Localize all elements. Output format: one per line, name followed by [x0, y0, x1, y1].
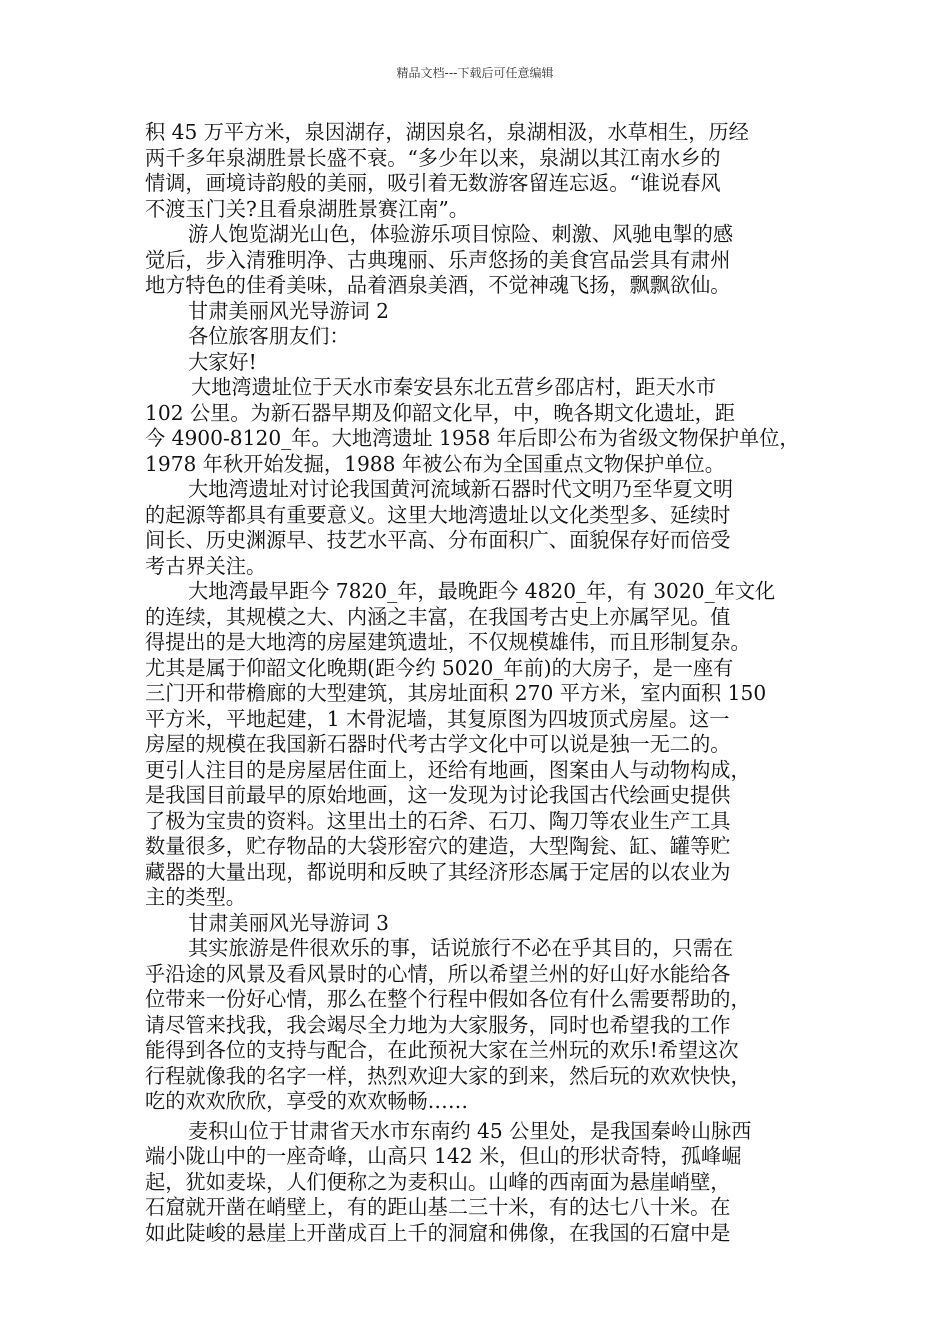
- text-line: 大地湾最早距今 7820_年，最晚距今 4820_年，有 3020_年文化: [188, 579, 776, 603]
- text-line: 端小陇山中的一座奇峰，山高只 142 米，但山的形状奇特，孤峰崛: [145, 1144, 742, 1168]
- text-line: 起，犹如麦垛，人们便称之为麦积山。山峰的西南面为悬崖峭壁，: [145, 1169, 731, 1194]
- text-line: 更引人注目的是房屋居住面上，还给有地画，图案由人与动物构成，: [145, 757, 751, 782]
- text-line: 地方特色的佳肴美味，品着酒泉美酒，不觉神魂飞扬，飘飘欲仙。: [145, 273, 731, 297]
- text-line: 主的类型。: [145, 885, 246, 909]
- text-line: 大地湾遗址位于天水市秦安县东北五营乡邵店村，距天水市: [191, 375, 716, 399]
- text-line: 102 公里。为新石器早期及仰韶文化早，中，晚各期文化遗址，距: [145, 400, 736, 425]
- text-line: 藏器的大量出现，都说明和反映了其经济形态属于定居的以农业为: [145, 859, 731, 884]
- text-line: 大地湾遗址对讨论我国黄河流域新石器时代文明乃至华夏文明: [188, 477, 734, 501]
- text-line: 位带来一份好心情，那么在整个行程中假如各位有什么需要帮助的，: [145, 987, 751, 1011]
- document-body: [145, 120, 815, 1246]
- text-line: 的起源等都具有重要意义。这里大地湾遗址以文化类型多、延续时: [145, 502, 731, 527]
- text-line: 今 4900-8120_年。大地湾遗址 1958 年后即公布为省级文物保护单位，: [145, 426, 800, 450]
- text-line: 房屋的规模在我国新石器时代考古学文化中可以说是独一无二的。: [145, 732, 731, 756]
- text-line: 两千多年泉湖胜景长盛不衰。“多少年以来，泉湖以其江南水乡的: [145, 145, 721, 170]
- text-line: 数量很多，贮存物品的大袋形窑穴的建造，大型陶瓮、缸、罐等贮: [145, 834, 731, 858]
- page-header: 精品文档---下载后可任意编辑: [396, 66, 554, 80]
- text-line: 间长、历史渊源早、技艺水平高、分布面积广、面貌保存好而倍受: [145, 528, 731, 552]
- text-line: 大家好!: [188, 349, 257, 374]
- section-title: 甘肃美丽风光导游词 2: [188, 298, 389, 323]
- text-line: 吃的欢欢欣欣，享受的欢欢畅畅……: [145, 1089, 469, 1113]
- text-line: 了极为宝贵的资料。这里出土的石斧、石刀、陶刀等农业生产工具: [145, 808, 731, 833]
- text-line: 三门开和带檐廊的大型建筑，其房址面积 270 平方米，室内面积 150: [145, 681, 767, 705]
- text-line: 得提出的是大地湾的房屋建筑遗址，不仅规模雄伟，而且形制复杂。: [145, 630, 751, 654]
- text-line: 能得到各位的支持与配合，在此预祝大家在兰州玩的欢乐!希望这次: [145, 1038, 739, 1062]
- text-line: 行程就像我的名字一样，热烈欢迎大家的到来，然后玩的欢欢快快，: [145, 1063, 751, 1088]
- text-line: 的连续，其规模之大、内涵之丰富，在我国考古史上亦属罕见。值: [145, 604, 731, 629]
- text-line: 觉后，步入清雅明净、古典瑰丽、乐声悠扬的美食宫品尝具有肃州: [145, 247, 731, 272]
- text-line: 1978 年秋开始发掘，1988 年被公布为全国重点文物保护单位。: [145, 451, 725, 476]
- text-line: 积 45 万平方米，泉因湖存，湖因泉名，泉湖相汲，水草相生，历经: [145, 120, 749, 144]
- text-line: 请尽管来找我，我会竭尽全力地为大家服务，同时也希望我的工作: [145, 1012, 731, 1037]
- text-line: 尤其是属于仰韶文化晚期(距今约 5020_年前)的大房子，是一座有: [145, 655, 734, 680]
- text-line: 石窟就开凿在峭壁上，有的距山基二三十米，有的达七八十米。在: [145, 1195, 731, 1219]
- text-line: 平方米，平地起建，1 木骨泥墙，其复原图为四坡顶式房屋。这一: [145, 706, 730, 731]
- text-line: 考古界关注。: [145, 553, 267, 578]
- text-line: 其实旅游是件很欢乐的事，话说旅行不必在乎其目的，只需在: [188, 936, 734, 960]
- text-line: 是我国目前最早的原始地画，这一发现为讨论我国古代绘画史提供: [145, 783, 731, 807]
- text-line: 游人饱览湖光山色，体验游乐项目惊险、刺激、风驰电掣的感: [188, 222, 734, 246]
- section-title: 甘肃美丽风光导游词 3: [188, 910, 389, 935]
- text-line: 各位旅客朋友们：: [188, 324, 350, 348]
- text-line: 如此陡峻的悬崖上开凿成百上千的洞窟和佛像，在我国的石窟中是: [145, 1220, 731, 1245]
- text-line: 乎沿途的风景及看风景时的心情，所以希望兰州的好山好水能给各: [145, 961, 731, 986]
- text-line: 情调，画境诗韵般的美丽，吸引着无数游客留连忘返。“谁说春风: [145, 171, 721, 195]
- text-line: 不渡玉门关?且看泉湖胜景赛江南”。: [145, 196, 469, 221]
- text-line: 麦积山位于甘肃省天水市东南约 45 公里处，是我国秦岭山脉西: [188, 1118, 752, 1143]
